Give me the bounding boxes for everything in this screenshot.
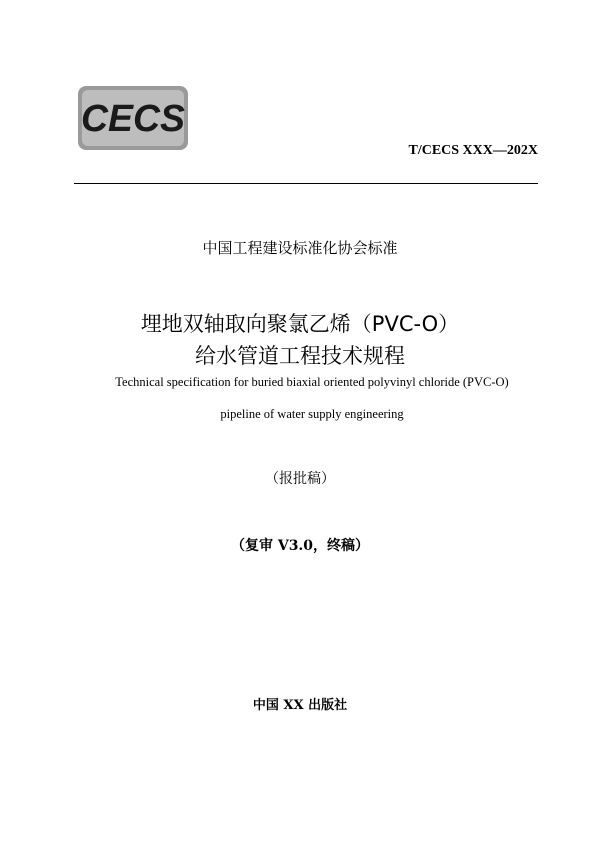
title-cn-line2: 给水管道工程技术规程 xyxy=(195,344,405,368)
title-en-line1: Technical specification for buried biaxial oriented polyvinyl chloride (PVC-O) xyxy=(115,375,509,389)
header-divider xyxy=(74,183,538,184)
title-en-line2: pipeline of water supply engineering xyxy=(220,407,404,421)
draft-status: （报批稿） xyxy=(265,471,335,487)
association-name: 中国工程建设标准化协会标准 xyxy=(202,239,398,257)
standard-code: T/CECS XXX—202X xyxy=(408,143,538,158)
logo-text: CECS xyxy=(81,98,185,140)
review-status: （复审 V3.0，终稿） xyxy=(230,538,370,554)
publisher: 中国 XX 出版社 xyxy=(252,698,348,713)
title-cn-line1: 埋地双轴取向聚氯乙烯（PVC-O） xyxy=(140,312,460,336)
cecs-logo xyxy=(76,84,190,152)
